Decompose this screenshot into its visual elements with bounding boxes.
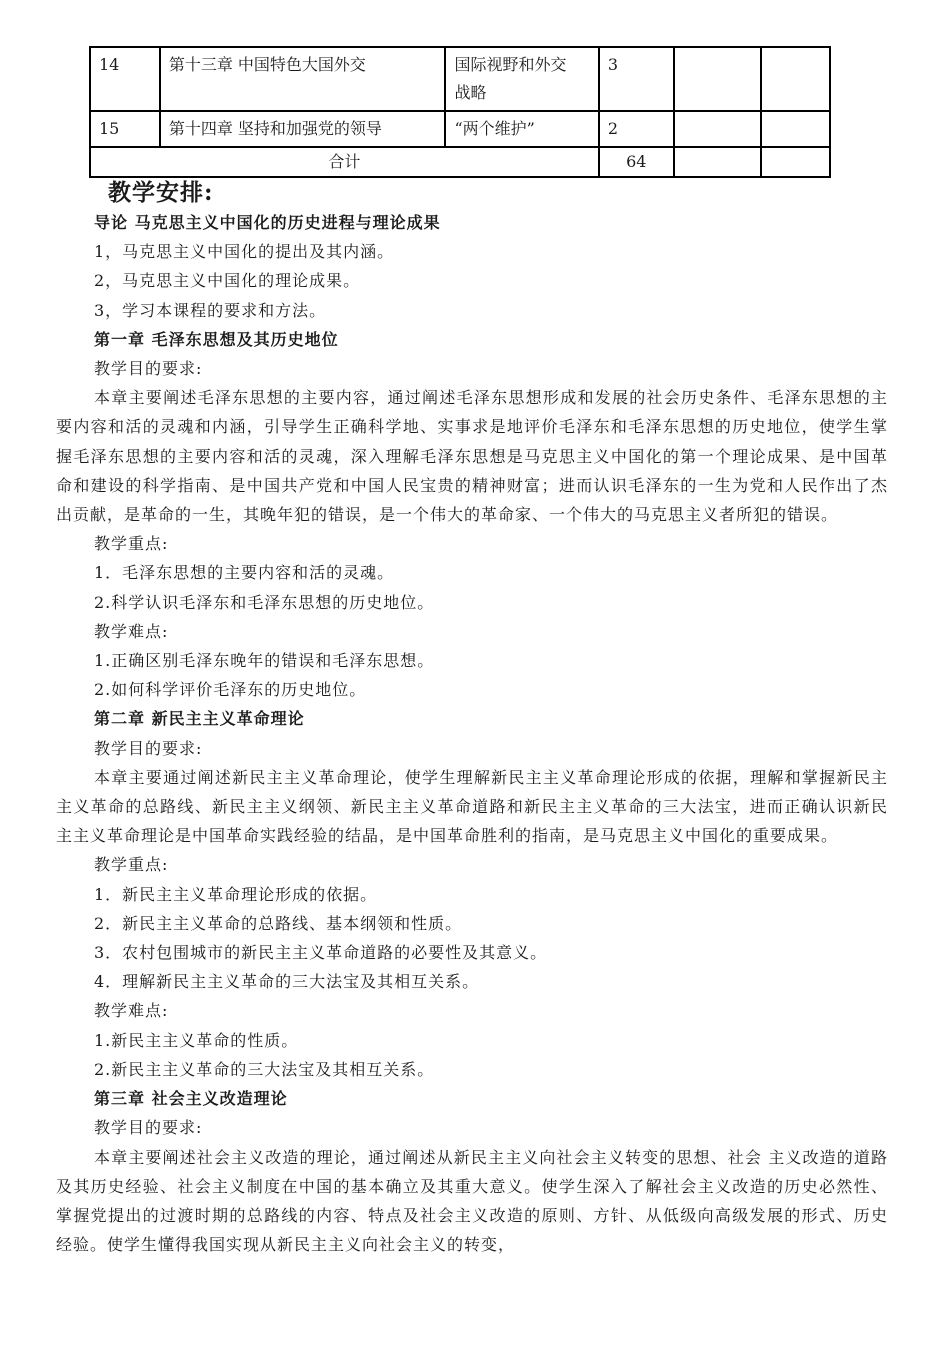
- list-item: 1．毛泽东思想的主要内容和活的灵魂。: [94, 563, 395, 583]
- table-total-row: [90, 147, 830, 177]
- list-item: 1.正确区别毛泽东晚年的错误和毛泽东思想。: [94, 651, 435, 671]
- list-item: 1.新民主主义革命的性质。: [94, 1030, 299, 1050]
- key-points-label: 教学重点:: [94, 534, 169, 554]
- difficulties-label: 教学难点:: [94, 1001, 169, 1021]
- key-points-label: 教学重点:: [94, 855, 169, 875]
- goal-label: 教学目的要求:: [94, 738, 203, 758]
- list-item: 2.科学认识毛泽东和毛泽东思想的历史地位。: [94, 592, 435, 612]
- teaching-arrangement: [56, 208, 888, 1259]
- course-hours-table: [89, 46, 831, 178]
- goal-label: 教学目的要求:: [94, 359, 203, 379]
- chapter-heading: 第二章 新民主主义革命理论: [94, 709, 305, 729]
- list-item: 2.新民主主义革命的三大法宝及其相互关系。: [94, 1059, 435, 1079]
- topic-line: 战略: [454, 83, 487, 102]
- topic-cell: “两个维护”: [445, 111, 598, 147]
- table-row: [90, 111, 830, 147]
- difficulties-label: 教学难点:: [94, 621, 169, 641]
- list-item: 1．新民主主义革命理论形成的依据。: [94, 884, 378, 904]
- empty-cell: [761, 47, 830, 111]
- empty-cell: [674, 47, 762, 111]
- chapter-title: 第十三章 中国特色大国外交: [160, 47, 446, 111]
- goal-paragraph: 本章主要阐述社会主义改造的理论，通过阐述从新民主主义向社会主义转变的思想、社会 主义改造的道路及其历史经验、社会主义制度在中国的基本确立及其重大意义。使学生深入了解社会主义改造的历史必然性、掌握党提出的过渡时期的总路线的内容、特点及社会主义改造的原则、方针、从低级向高级发展的形式、历史经验。使学生懂得我国实现从新民主主义向社会主义的转变，: [56, 1147, 888, 1255]
- topic-line: 国际视野和外交: [454, 55, 567, 74]
- row-number: 14: [90, 47, 160, 111]
- table-row: [90, 47, 830, 111]
- intro-heading: 导论 马克思主义中国化的历史进程与理论成果: [94, 213, 441, 232]
- list-item: 3，学习本课程的要求和方法。: [94, 300, 327, 320]
- empty-cell: [674, 147, 762, 177]
- chapter-heading: 第三章 社会主义改造理论: [94, 1089, 288, 1109]
- chapter-title: 第十四章 坚持和加强党的领导: [160, 111, 446, 147]
- empty-cell: [674, 111, 762, 147]
- list-item: 2．新民主主义革命的总路线、基本纲领和性质。: [94, 913, 463, 933]
- total-value: 64: [599, 147, 674, 177]
- goal-paragraph: 本章主要阐述毛泽东思想的主要内容，通过阐述毛泽东思想形成和发展的社会历史条件、毛泽东思想的主要内容和活的灵魂和内涵，引导学生正确科学地、实事求是地评价毛泽东和毛泽东思想的历史地位，使学生掌握毛泽东思想的主要内容和活的灵魂，深入理解毛泽东思想是马克思主义中国化的第一个理论成果、是中国革命和建设的科学指南、是中国共产党和中国人民宝贵的精神财富；进而认识毛泽东的一生为党和人民作出了杰出贡献，是革命的一生，其晚年犯的错误，是一个伟大的革命家、一个伟大的马克思主义者所犯的错误。: [56, 388, 888, 525]
- hours-cell: 2: [599, 111, 674, 147]
- list-item: 2，马克思主义中国化的理论成果。: [94, 271, 361, 291]
- list-item: 1，马克思主义中国化的提出及其内涵。: [94, 242, 395, 262]
- goal-label: 教学目的要求:: [94, 1118, 203, 1138]
- hours-cell: 3: [599, 47, 674, 111]
- list-item: 4．理解新民主主义革命的三大法宝及其相互关系。: [94, 972, 480, 992]
- topic-cell: [445, 47, 598, 111]
- list-item: 2.如何科学评价毛泽东的历史地位。: [94, 680, 367, 700]
- row-number: 15: [90, 111, 160, 147]
- chapter-heading: 第一章 毛泽东思想及其历史地位: [94, 329, 339, 349]
- list-item: 3．农村包围城市的新民主主义革命道路的必要性及其意义。: [94, 943, 548, 963]
- total-label: 合计: [90, 147, 599, 177]
- empty-cell: [761, 111, 830, 147]
- empty-cell: [761, 147, 830, 177]
- goal-paragraph: 本章主要通过阐述新民主主义革命理论，使学生理解新民主主义革命理论形成的依据，理解和掌握新民主主义革命的总路线、新民主主义纲领、新民主主义革命道路和新民主主义革命的三大法宝，进而正确认识新民主主义革命理论是中国革命实践经验的结晶，是中国革命胜利的指南，是马克思主义中国化的重要成果。: [56, 767, 888, 846]
- section-title: 教学安排:: [108, 179, 214, 206]
